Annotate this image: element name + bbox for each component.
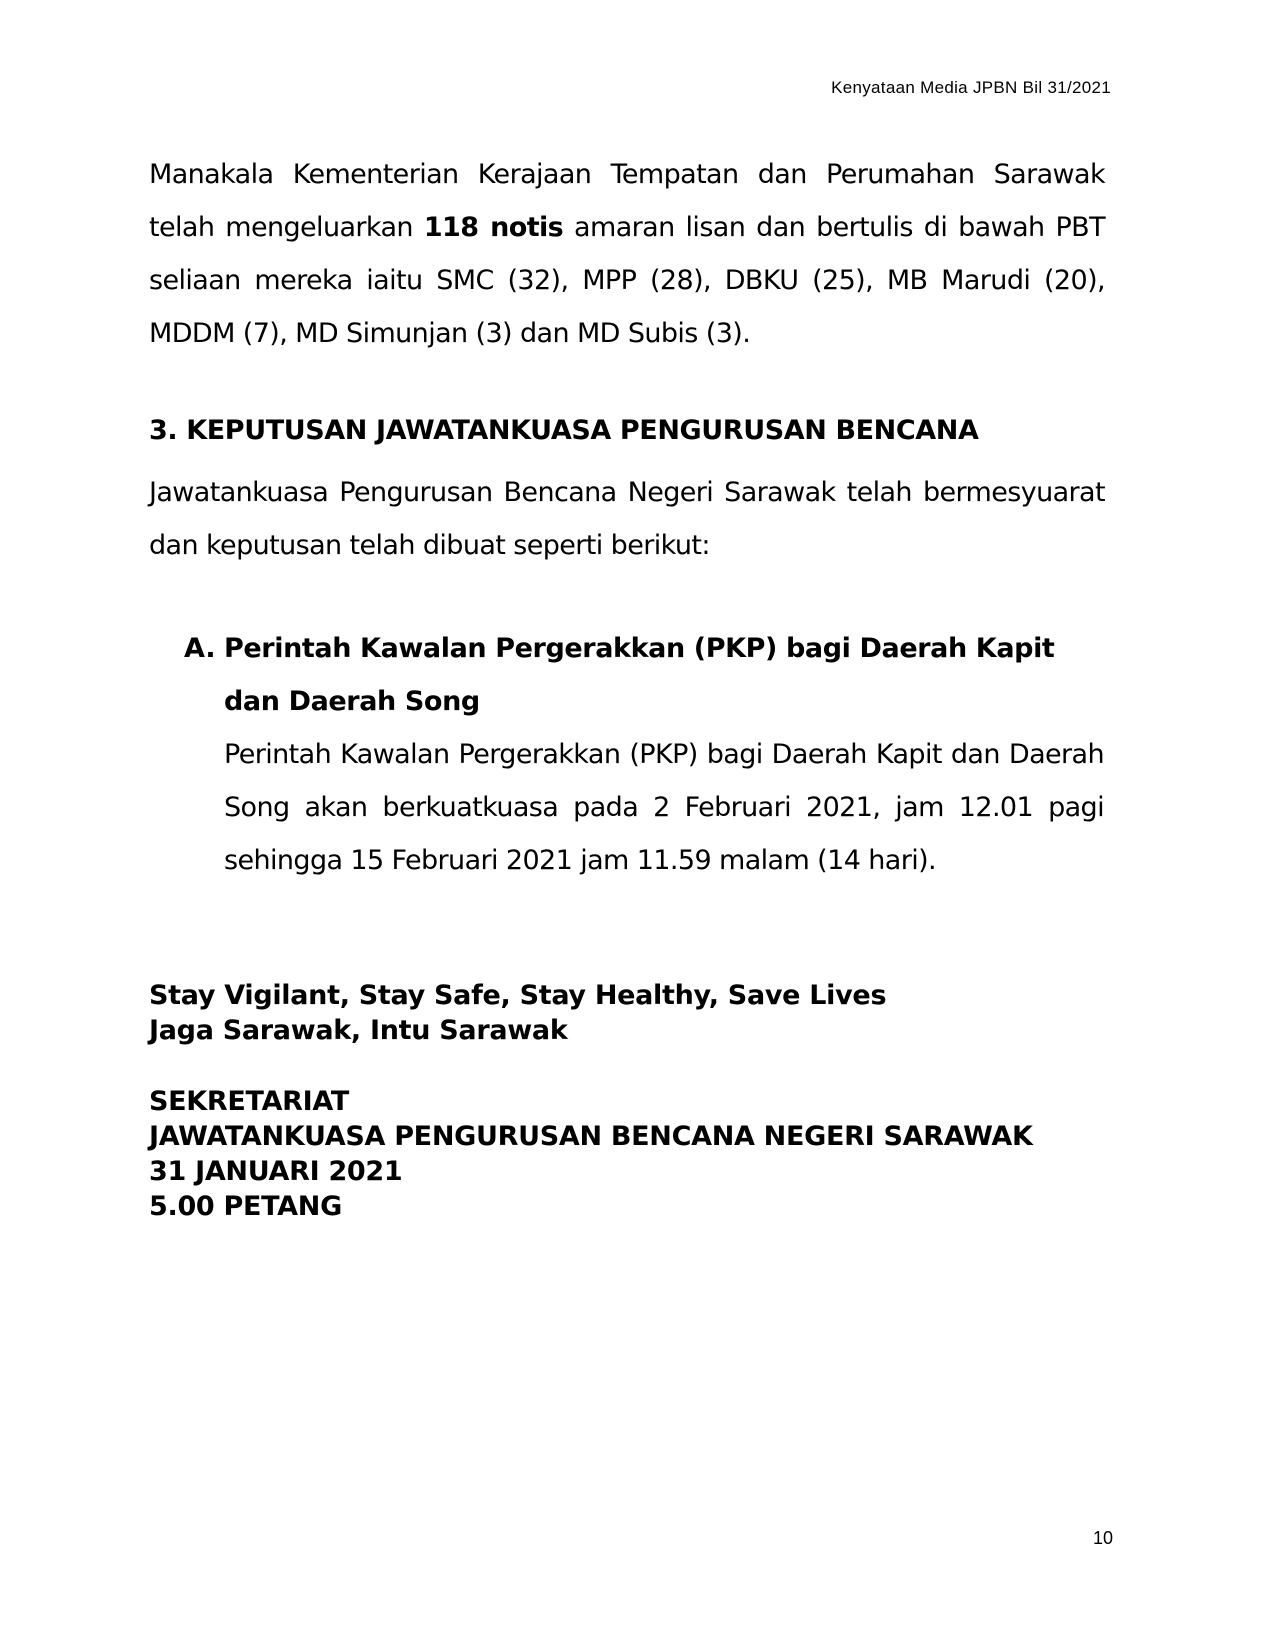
signoff-committee: JAWATANKUASA PENGURUSAN BENCANA NEGERI SARAWAK	[149, 1121, 1033, 1152]
subsection-a-text: Perintah Kawalan Pergerakkan (PKP) bagi Daerah Kapit dan Daerah Song akan berkuatkuasa pada 2 Februari 2021, jam 12.01 pagi sehingga 15 Februari 2021 jam 11.59 malam (14 hari).	[224, 739, 1104, 876]
notice-count-bold: 118 notis	[423, 212, 564, 243]
slogan-line-1: Stay Vigilant, Stay Safe, Stay Healthy, Save Lives	[149, 980, 887, 1011]
document-reference-header: Kenyataan Media JPBN Bil 31/2021	[831, 78, 1111, 97]
page-number: 10	[1092, 1528, 1113, 1548]
paragraph-notices	[149, 148, 1105, 360]
signoff-secretariat: SEKRETARIAT	[149, 1086, 350, 1117]
slogan-line-2: Jaga Sarawak, Intu Sarawak	[149, 1015, 568, 1046]
signoff-time: 5.00 PETANG	[149, 1191, 342, 1222]
slogans-block	[149, 978, 886, 1048]
signoff-date: 31 JANUARI 2021	[149, 1156, 403, 1187]
section-3-heading: 3. KEPUTUSAN JAWATANKUASA PENGURUSAN BENCANA	[149, 415, 979, 446]
subsection-a	[184, 622, 1104, 887]
subsection-a-letter: A.	[184, 633, 216, 664]
subsection-a-title: Perintah Kawalan Pergerakkan (PKP) bagi Daerah Kapit dan Daerah Song	[224, 633, 1055, 717]
section-3-intro: Jawatankuasa Pengurusan Bencana Negeri Sarawak telah bermesyuarat dan keputusan telah dibuat seperti berikut:	[149, 477, 1105, 561]
signoff-block	[149, 1084, 1033, 1224]
paragraph-notices-text-start: Manakala Kementerian Kerajaan Tempatan dan Perumahan Sarawak telah mengeluarkan	[149, 159, 1105, 243]
paragraph-notices-text-end: amaran lisan dan bertulis di bawah PBT seliaan mereka iaitu SMC (32), MPP (28), DBKU (25), MB Marudi (20), MDDM (7), MD Simunjan (3) dan MD Subis (3).	[149, 212, 1105, 349]
subsection-a-body	[224, 622, 1104, 887]
